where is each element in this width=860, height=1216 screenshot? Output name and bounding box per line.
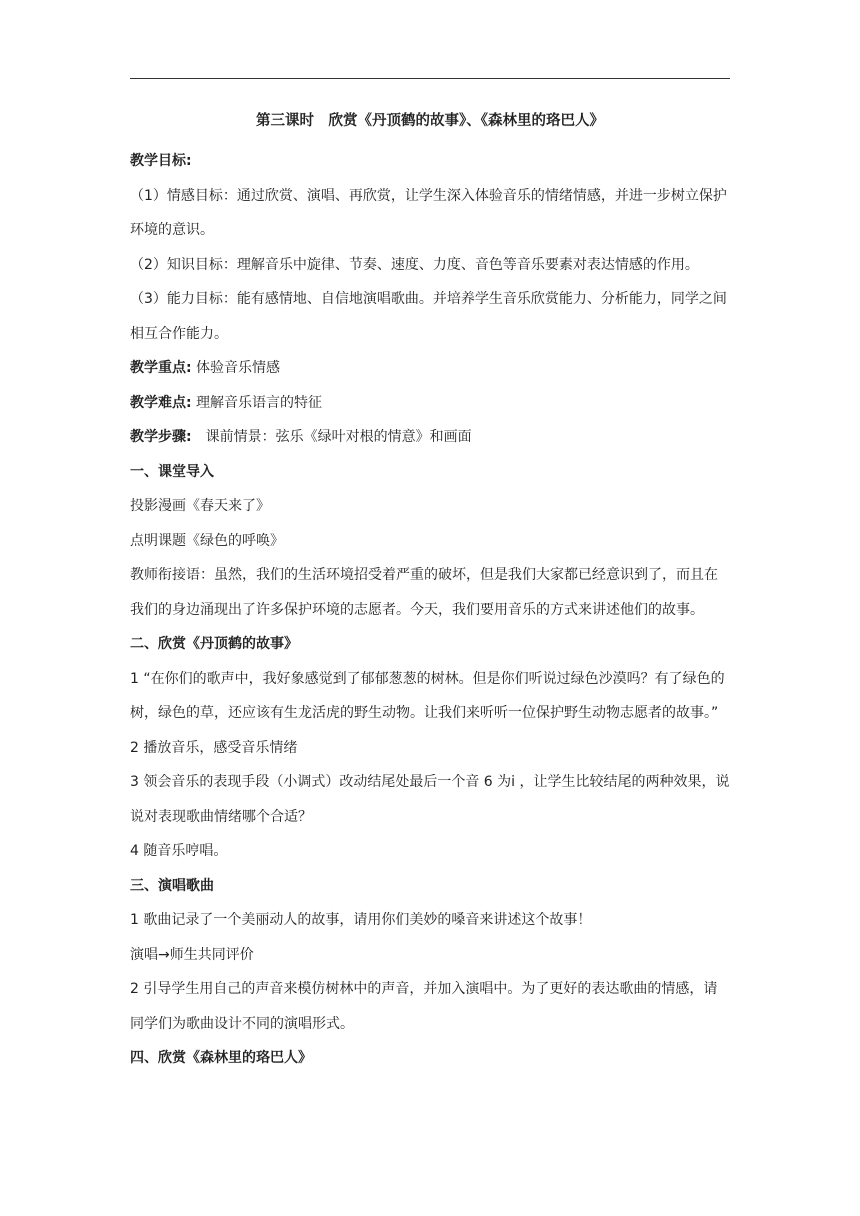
steps-text: 课前情景：弦乐《绿叶对根的情意》和画面 [191, 429, 472, 445]
section-3-heading: 三、演唱歌曲 [130, 877, 214, 894]
section-1-heading: 一、课堂导入 [130, 463, 214, 480]
section-4-heading: 四、欣赏《森林里的珞巴人》 [130, 1050, 312, 1066]
steps [130, 420, 730, 455]
document-body [130, 110, 730, 1076]
section-1-line-3: 教师衔接语：虽然，我们的生活环境招受着严重的破坏，但是我们大家都已经意识到了，而且在我们的身边涌现出了许多保护环境的志愿者。今天，我们要用音乐的方式来讲述他们的故事。 [130, 567, 718, 618]
header-rule [130, 78, 730, 79]
difficulty-text: 理解音乐语言的特征 [191, 394, 323, 411]
objectives-heading: 教学目标: [130, 153, 192, 169]
section-2-item-3: 3 领会音乐的表现手段（小调式）改动结尾处最后一个音 6 为i ，让学生比较结尾的两种效果，说说对表现歌曲情绪哪个合适？ [130, 774, 730, 825]
section-2-item-2: 2 播放音乐，感受音乐情绪 [130, 739, 298, 756]
section-2-heading: 二、欣赏《丹顶鹤的故事》 [130, 636, 298, 652]
section-3-item-2: 演唱→师生共同评价 [130, 946, 254, 963]
section-2-item-4: 4 随音乐哼唱。 [130, 843, 228, 859]
difficulty-label: 教学难点: [130, 394, 192, 411]
key-point-label: 教学重点: [130, 360, 192, 376]
key-point [130, 351, 730, 386]
difficulty [130, 386, 730, 421]
section-1-line-1: 投影漫画《春天来了》 [130, 498, 270, 514]
section-3-item-1: 1 歌曲记录了一个美丽动人的故事，请用你们美妙的嗓音来讲述这个故事！ [130, 912, 592, 928]
objective-3: （3）能力目标：能有感情地、自信地演唱歌曲。并培养学生音乐欣赏能力、分析能力，同学之间相互合作能力。 [130, 291, 727, 342]
section-3-item-3: 2 引导学生用自己的声音来模仿树林中的声音，并加入演唱中。为了更好的表达歌曲的情感，请同学们为歌曲设计不同的演唱形式。 [130, 981, 718, 1032]
page-title: 第三课时 欣赏《丹顶鹤的故事》、《森林里的珞巴人》 [256, 113, 604, 129]
key-point-text: 体验音乐情感 [191, 360, 281, 376]
objective-1: （1）情感目标：通过欣赏、演唱、再欣赏，让学生深入体验音乐的情绪情感，并进一步树立保护环境的意识。 [130, 187, 727, 238]
steps-label: 教学步骤: [130, 429, 192, 445]
objective-2: （2）知识目标：理解音乐中旋律、节奏、速度、力度、音色等音乐要素对表达情感的作用。 [130, 256, 699, 273]
section-2-item-1: 1 “在你们的歌声中，我好象感觉到了郁郁葱葱的树林。但是你们听说过绿色沙漠吗？有了绿色的树，绿色的草，还应该有生龙活虎的野生动物。让我们来听听一位保护野生动物志愿者的故事。” [130, 670, 725, 721]
section-1-line-2: 点明课题《绿色的呼唤》 [130, 532, 284, 549]
